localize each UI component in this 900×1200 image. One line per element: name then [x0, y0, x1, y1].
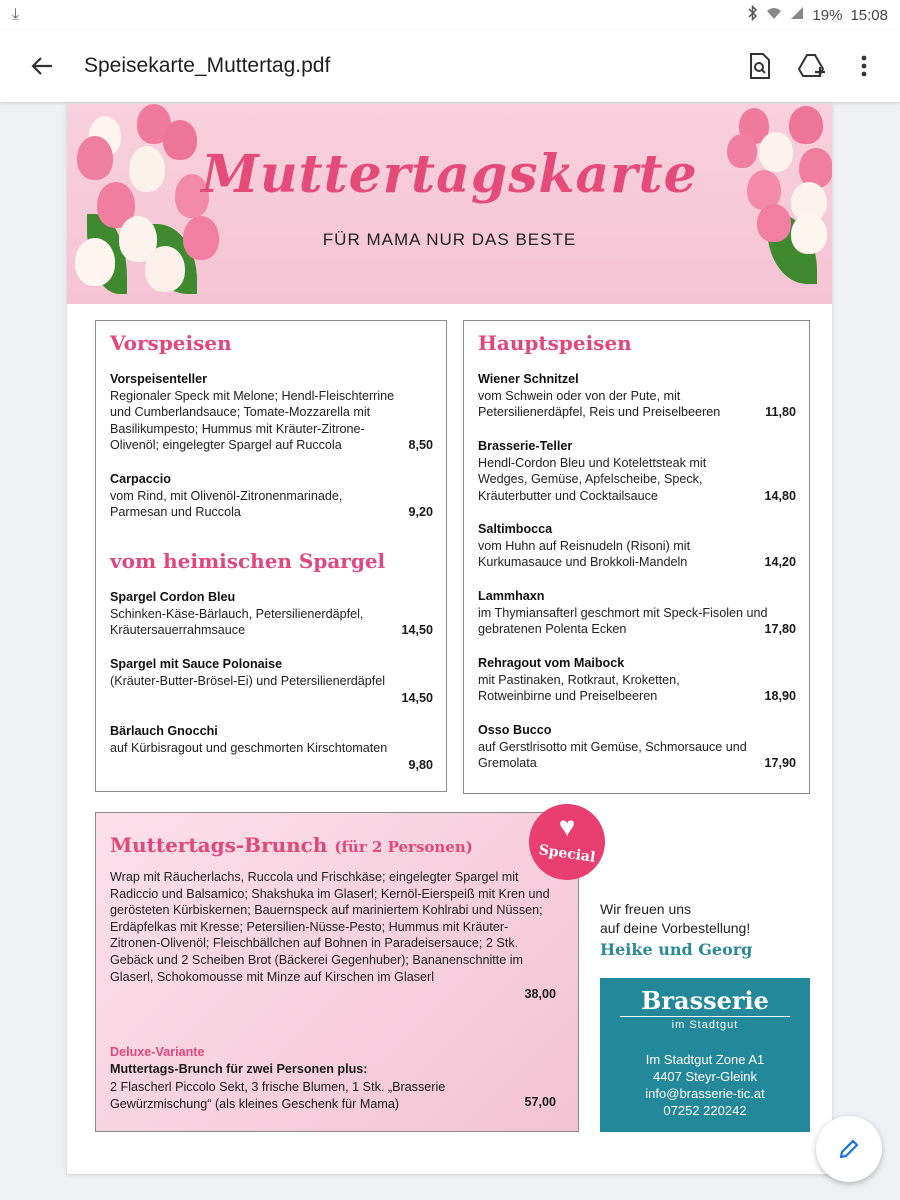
find-in-page-icon — [749, 53, 771, 79]
arrow-left-icon — [31, 56, 53, 76]
menu-subtitle: FÜR MAMA NUR DAS BESTE — [322, 230, 577, 249]
menu-item: Vorspeisenteller Regionaler Speck mit Melone; Hendl-Fleischterrine und Cumberlandsauce; Tomate-Mozzarella mit Basilikumpesto; Hummus mit Kräuter-Zitrone-Olivenöl; eingelegter Spargel auf Ruccola 8,50 — [110, 372, 433, 452]
greeting: Wir freuen uns auf deine Vorbestellung! — [600, 901, 751, 936]
divider — [620, 1016, 790, 1017]
brasserie-logo-box — [600, 978, 810, 1132]
price: 14,20 — [764, 555, 796, 569]
menu-item: Wiener Schnitzel vom Schwein oder von der Pute, mit Petersilienerdäpfel, Reis und Preiselbeeren 11,80 — [478, 372, 796, 419]
status-right — [748, 5, 888, 25]
brasserie-subtitle: im Stadtgut — [671, 1019, 739, 1031]
more-vert-icon — [861, 55, 867, 77]
app-bar — [0, 30, 900, 102]
section-title-vorspeisen: Vorspeisen — [110, 331, 232, 355]
price: 18,90 — [764, 689, 796, 703]
edit-fab-button[interactable] — [816, 1116, 882, 1182]
menu-item: Rehragout vom Maibock mit Pastinaken, Rotkraut, Kroketten, Rotweinbirne und Preiselbeeren 18,90 — [478, 656, 796, 703]
price: 17,90 — [764, 756, 796, 770]
back-button[interactable] — [0, 30, 84, 102]
menu-item: Spargel mit Sauce Polonaise (Kräuter-Butter-Brösel-Ei) und Petersilienerdäpfel 14,50 — [110, 657, 433, 705]
deluxe-description: 2 Flascherl Piccolo Sekt, 3 frische Blumen, 1 Stk. „Brasserie Gewürzmischung“ (als kleines Geschenk für Mama) — [110, 1080, 446, 1111]
deluxe-price: 57,00 — [524, 1095, 556, 1109]
brasserie-name: Brasserie — [641, 986, 769, 1015]
document-title: Speisekarte_Muttertag.pdf — [84, 54, 331, 77]
section-title-spargel: vom heimischen Spargel — [110, 549, 386, 573]
deluxe-heading: Muttertags-Brunch für zwei Personen plus: — [110, 1062, 368, 1076]
price: 9,20 — [408, 505, 433, 519]
drive-add-icon — [798, 53, 826, 79]
search-document-button[interactable] — [734, 40, 786, 92]
heart-icon: ♥ — [558, 811, 576, 842]
section-title-hauptspeisen: Hauptspeisen — [478, 331, 632, 355]
signature: Heike und Georg — [600, 940, 753, 959]
status-bar — [0, 0, 900, 30]
menu-item: Spargel Cordon Bleu Schinken-Käse-Bärlauch, Petersilienerdäpfel, Kräutersauerrahmsauce 14,50 — [110, 590, 433, 637]
brunch-price: 38,00 — [524, 987, 556, 1001]
menu-title: Muttertagskarte — [201, 144, 698, 205]
signal-icon — [790, 6, 804, 24]
menu-item: Brasserie-Teller Hendl-Cordon Bleu und Kotelettsteak mit Wedges, Gemüse, Apfelscheibe, Speck, Kräuterbutter und Cocktailsauce 14,80 — [478, 439, 796, 503]
price: 8,50 — [408, 438, 433, 452]
brasserie-contact: Im Stadtgut Zone A1 4407 Steyr-Gleink info@brasserie-tic.at 07252 220242 — [645, 1052, 765, 1118]
download-icon: ⤓ — [12, 6, 20, 23]
menu-banner — [67, 104, 832, 304]
add-to-drive-button[interactable] — [786, 40, 838, 92]
brunch-box — [95, 812, 579, 1132]
deluxe-label: Deluxe-Variante — [110, 1045, 205, 1059]
menu-item: Osso Bucco auf Gerstlrisotto mit Gemüse, Schmorsauce und Gremolata 17,90 — [478, 723, 796, 770]
menu-item: Lammhaxn im Thymiansafterl geschmort mit Speck-Fisolen und gebratenen Polenta Ecken 17,80 — [478, 589, 796, 636]
special-badge: ♥ Special — [529, 804, 605, 880]
bluetooth-icon — [748, 5, 758, 25]
menu-item: Saltimbocca vom Huhn auf Reisnudeln (Risoni) mit Kurkumasauce und Brokkoli-Mandeln 14,20 — [478, 522, 796, 569]
price: 17,80 — [764, 622, 796, 636]
pencil-icon — [837, 1137, 861, 1161]
battery-percent: 19% — [812, 6, 843, 24]
wifi-icon — [766, 6, 782, 24]
brunch-persons: (für 2 Personen) — [334, 838, 473, 856]
pdf-page — [67, 104, 832, 1174]
menu-item: Bärlauch Gnocchi auf Kürbisragout und geschmorten Kirschtomaten 9,80 — [110, 724, 433, 772]
brunch-title: Muttertags-Brunch (für 2 Personen) — [110, 833, 473, 857]
clock: 15:08 — [850, 6, 888, 24]
menu-item: Carpaccio vom Rind, mit Olivenöl-Zitronenmarinade, Parmesan und Ruccola 9,20 — [110, 472, 433, 519]
price: 14,50 — [401, 623, 433, 637]
price: 14,80 — [764, 488, 796, 503]
starters-box — [95, 320, 447, 792]
main-courses-box — [463, 320, 810, 794]
price: 14,50 — [401, 690, 433, 705]
price: 9,80 — [408, 757, 433, 772]
price: 11,80 — [765, 405, 796, 419]
brunch-description: Wrap mit Räucherlachs, Ruccola und Frischkäse; eingelegter Spargel mit Radiccio und Balsamico; Shakshuka im Glaserl; Kernöl-Eierspeiß mit Kren und gerösteten Kürbiskernen; Bauernspeck auf mariniertem Kohlrabi und Nüssen; Erdäpfelkas mit Kresse; Petersilien-Nüsse-Pesto; Hummus mit Kräuter-Zitronen-Olivenöl; Fleischbällchen auf Bohnen in Paradeisersauce; 2 Stk. Gebäck und 2 Scheiben Brot (Bäckerei Gegenhuber); Bananenschnitte im Glaserl, Schokomousse mit Minze auf Kirschen im Glaserl — [110, 870, 550, 984]
more-options-button[interactable] — [838, 40, 890, 92]
